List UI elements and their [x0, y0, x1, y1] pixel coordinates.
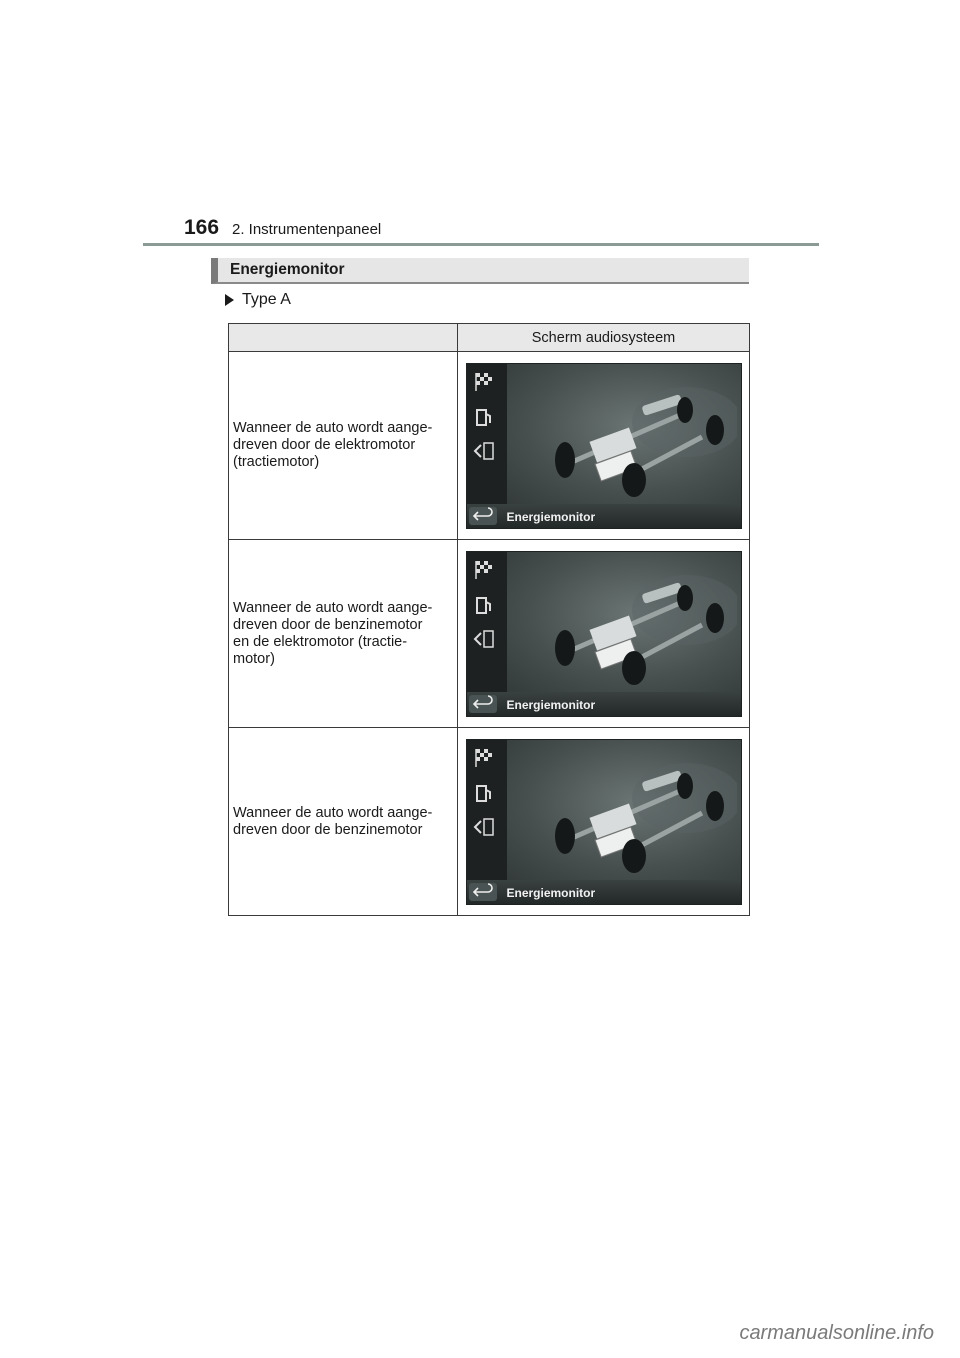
screen-sidebar [467, 740, 507, 880]
vehicle-chassis-illustration [537, 382, 737, 497]
section-title: Energiemonitor [230, 261, 345, 278]
table-header-row [229, 324, 750, 352]
fuel-icon [473, 594, 495, 616]
energy-monitor-table [228, 323, 750, 916]
checkered-flag-icon [473, 746, 495, 768]
table-row [229, 540, 750, 728]
vehicle-chassis-illustration [537, 758, 737, 873]
screen-footer-bar [467, 504, 741, 528]
screen-title: Energiemonitor [506, 697, 596, 712]
chevron-left-icon [473, 628, 495, 650]
triangle-bullet-icon [225, 294, 234, 306]
watermark: carmanualsonline.info [739, 1322, 934, 1344]
fuel-icon [473, 406, 495, 428]
energy-monitor-screen [466, 363, 742, 529]
header-rule [143, 243, 819, 246]
energy-monitor-screen [466, 739, 742, 905]
screen-title: Energiemonitor [506, 885, 596, 900]
row-description: Wanneer de auto wordt aange- dreven door de elektromotor (tractiemotor) [229, 352, 458, 540]
back-arrow-icon [469, 883, 497, 901]
checkered-flag-icon [473, 558, 495, 580]
table-row [229, 352, 750, 540]
row-description: Wanneer de auto wordt aange- dreven door de benzinemotor [229, 728, 458, 916]
table-row [229, 728, 750, 916]
vehicle-chassis-illustration [537, 570, 737, 685]
back-button[interactable] [469, 507, 497, 525]
screenshot-cell [458, 728, 750, 916]
section-heading [211, 258, 749, 284]
row-description: Wanneer de auto wordt aange- dreven door de benzinemotor en de elektromotor (tractie- motor) [229, 540, 458, 728]
screenshot-cell [458, 352, 750, 540]
back-button[interactable] [469, 695, 497, 713]
chapter-title: 2. Instrumentenpaneel [232, 221, 382, 238]
type-label [225, 291, 291, 309]
back-button[interactable] [469, 883, 497, 901]
checkered-flag-icon [473, 370, 495, 392]
screen-sidebar [467, 552, 507, 692]
page-number: 166 [184, 216, 220, 239]
back-arrow-icon [469, 695, 497, 713]
screen-footer-bar [467, 692, 741, 716]
chevron-left-icon [473, 816, 495, 838]
back-arrow-icon [469, 507, 497, 525]
energy-monitor-screen [466, 551, 742, 717]
screenshot-cell [458, 540, 750, 728]
fuel-icon [473, 782, 495, 804]
screen-footer-bar [467, 880, 741, 904]
chevron-left-icon [473, 440, 495, 462]
screen-sidebar [467, 364, 507, 504]
type-label-text: Type A [242, 291, 291, 308]
screen-title: Energiemonitor [506, 509, 596, 524]
table-header-screen: Scherm audiosysteem [458, 324, 750, 352]
table-header-empty [229, 324, 458, 352]
